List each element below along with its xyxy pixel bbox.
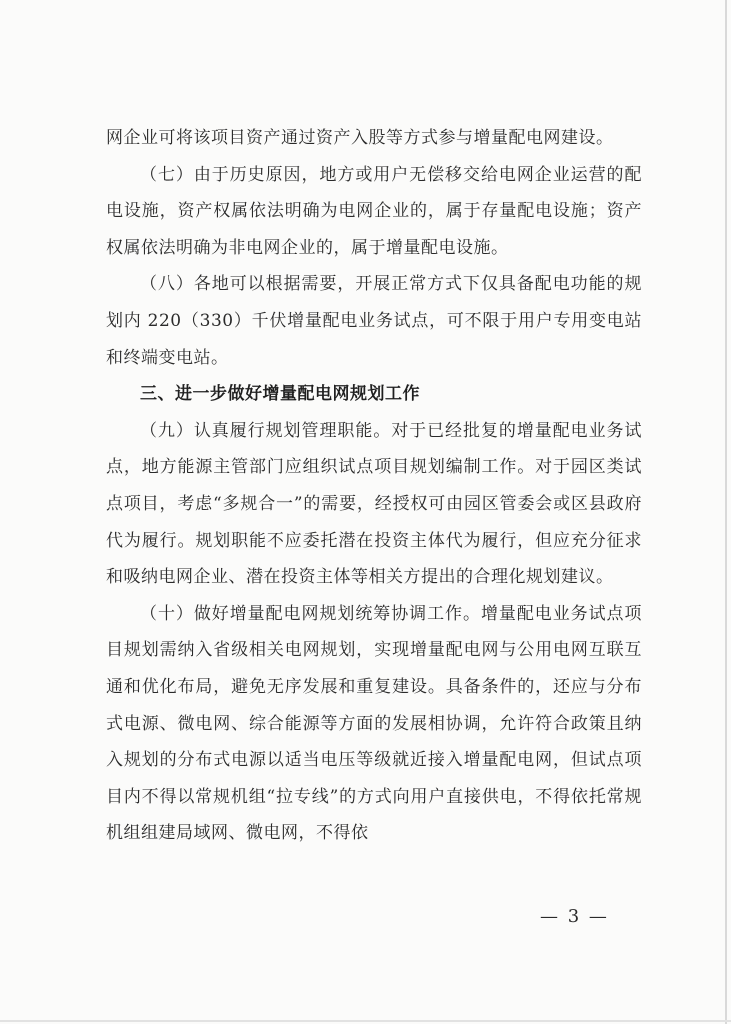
paragraph-item-9: （九）认真履行规划管理职能。对于已经批复的增量配电业务试点，地方能源主管部门应组织试点项目规划编制工作。对于园区类试点项目，考虑“多规合一”的需要，经授权可由园区管委会或区县政府代为履行。规划职能不应委托潜在投资主体代为履行，但应充分征求和吸纳电网企业、潜在投资主体等相关方提出的合理化规划建议。 <box>106 420 642 588</box>
scan-edge-right <box>725 0 727 1024</box>
scan-edge-bottom <box>0 1020 731 1022</box>
page-number: — 3 — <box>540 906 609 927</box>
paragraph-item-7: （七）由于历史原因，地方或用户无偿移交给电网企业运营的配电设施，资产权属依法明确为电网企业的，属于存量配电设施；资产权属依法明确为非电网企业的，属于增量配电设施。 <box>106 164 642 258</box>
paragraph-item-10: （十）做好增量配电网规划统筹协调工作。增量配电业务试点项目规划需纳入省级相关电网规划，实现增量配电网与公用电网互联互通和优化布局，避免无序发展和重复建设。具备条件的，还应与分布式电源、微电网、综合能源等方面的发展相协调，允许符合政策且纳入规划的分布式电源以适当电压等级就近接入增量配电网，但试点项目内不得以常规机组“拉专线”的方式向用户直接供电，不得依托常规机组组建局域网、微电网，不得依 <box>106 603 642 844</box>
paragraph-continuation: 网企业可将该项目资产通过资产入股等方式参与增量配电网建设。 <box>106 128 614 148</box>
document-body <box>106 120 642 852</box>
paragraph-item-8: （八）各地可以根据需要，开展正常方式下仅具备配电功能的规划内 220（330）千伏增量配电业务试点，可不限于用户专用变电站和终端变电站。 <box>106 274 642 368</box>
section-heading-3: 三、进一步做好增量配电网规划工作 <box>140 384 420 405</box>
